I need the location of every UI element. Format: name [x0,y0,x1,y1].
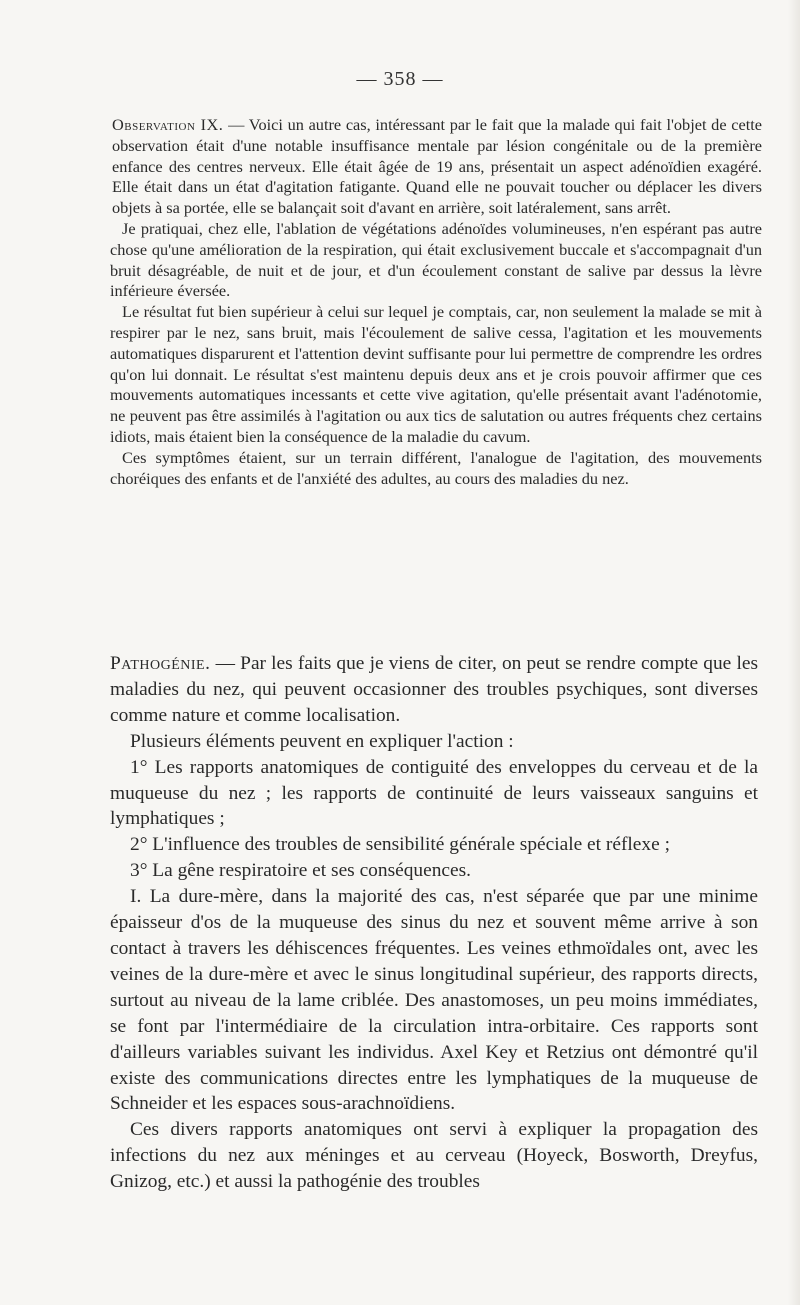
paragraph: Ces divers rapports anatomiques ont servi à expliquer la propagation des infections du nez aux méninges et au cerveau (Hoyeck, Bosworth, Dreyfus, Gnizog, etc.) et aussi la pathogénie des troubles [110,1119,758,1193]
section-heading: Observation IX. [112,115,224,134]
paragraph: Ces symptômes étaient, sur un terrain différent, l'analogue de l'agitation, des mouvements choréiques des enfants et de l'anxiété des adultes, au cours des maladies du nez. [110,447,762,488]
paragraph: Le résultat fut bien supérieur à celui sur lequel je comptais, car, non seulement la malade se mit à respirer par le nez, sans bruit, mais l'écoulement de salive cessa, l'agitation et les mouvements automatiques disparurent et l'attention devint suffisante pour lui permettre de comprendre les ordres qu'on lui donnait. Le résultat s'est maintenu depuis deux ans et je crois pouvoir affirmer que ces mouvements automatiques incessants et cette vive agitation, qu'elle présentait avant l'adénotomie, ne peuvent pas être assimilés à l'agitation ou aux tics de salutation ou autres fréquents chez certains idiots, mais étaient bien la conséquence de la maladie du cavum. [110,302,762,446]
paragraph: I. La dure-mère, dans la majorité des cas, n'est séparée que par une minime épaisseur d'os de la muqueuse des sinus du nez et souvent même arrive à son contact à travers les déhiscences fréquentes. Les veines ethmoïdales ont, avec les veines de la dure-mère et avec le sinus longitudinal supérieur, des rapports directs, surtout au niveau de la lame criblée. Des anastomoses, un peu moins immédiates, se font par l'intermédiaire de la circulation intra-orbitaire. Ces rapports sont d'ailleurs variables suivant les individus. Axel Key et Retzius ont démontré qu'il existe des communications directes entre les lymphatiques de la muqueuse de Schneider et les espaces sous-arachnoïdiens. [110,886,758,1115]
list-item: 2° L'influence des troubles de sensibilité générale spéciale et réflexe ; [130,834,670,856]
list-item: 3° La gêne respiratoire et ses conséquences. [130,860,472,882]
paragraph: Plusieurs éléments peuvent en expliquer l'action : [130,730,514,752]
section-heading: Pathogénie. [110,653,211,674]
list-item: 1° Les rapports anatomiques de contiguité des enveloppes du cerveau et de la muqueuse du nez ; les rapports de continuité de leurs vaisseaux sanguins et lymphatiques ; [110,756,758,830]
paragraph: Pathogénie. — Par les faits que je viens de citer, on peut se rendre compte que les maladies du nez, qui peuvent occasionner des troubles psychiques, sont diverses comme nature et comme localisation. [110,653,758,726]
section-observation-ix [110,115,762,489]
section-pathogenie [110,651,758,1195]
page-edge-shadow [788,0,800,1305]
paragraph: Observation IX. — Voici un autre cas, intéressant par le fait que la malade qui fait l'objet de cette observation était d'une notable insuffisance mentale par lésion congénitale ou de la première enfance des centres nerveux. Elle était âgée de 19 ans, présentait un aspect adénoïdien exagéré. Elle était dans un état d'agitation fatigante. Quand elle ne pouvait toucher ou déplacer les divers objets à sa portée, elle se balançait soit d'avant en arrière, soit latéralement, sans arrêt. [112,115,762,218]
page-number: — 358 — [356,68,444,90]
paragraph: Je pratiquai, chez elle, l'ablation de végétations adénoïdes volumineuses, n'en espérant pas autre chose qu'une amélioration de la respiration, qui était exclusivement buccale et s'accompagnait d'un bruit désagréable, de nuit et de jour, et d'un écoulement constant de salive par dessus la lèvre inférieure éversée. [110,218,762,301]
